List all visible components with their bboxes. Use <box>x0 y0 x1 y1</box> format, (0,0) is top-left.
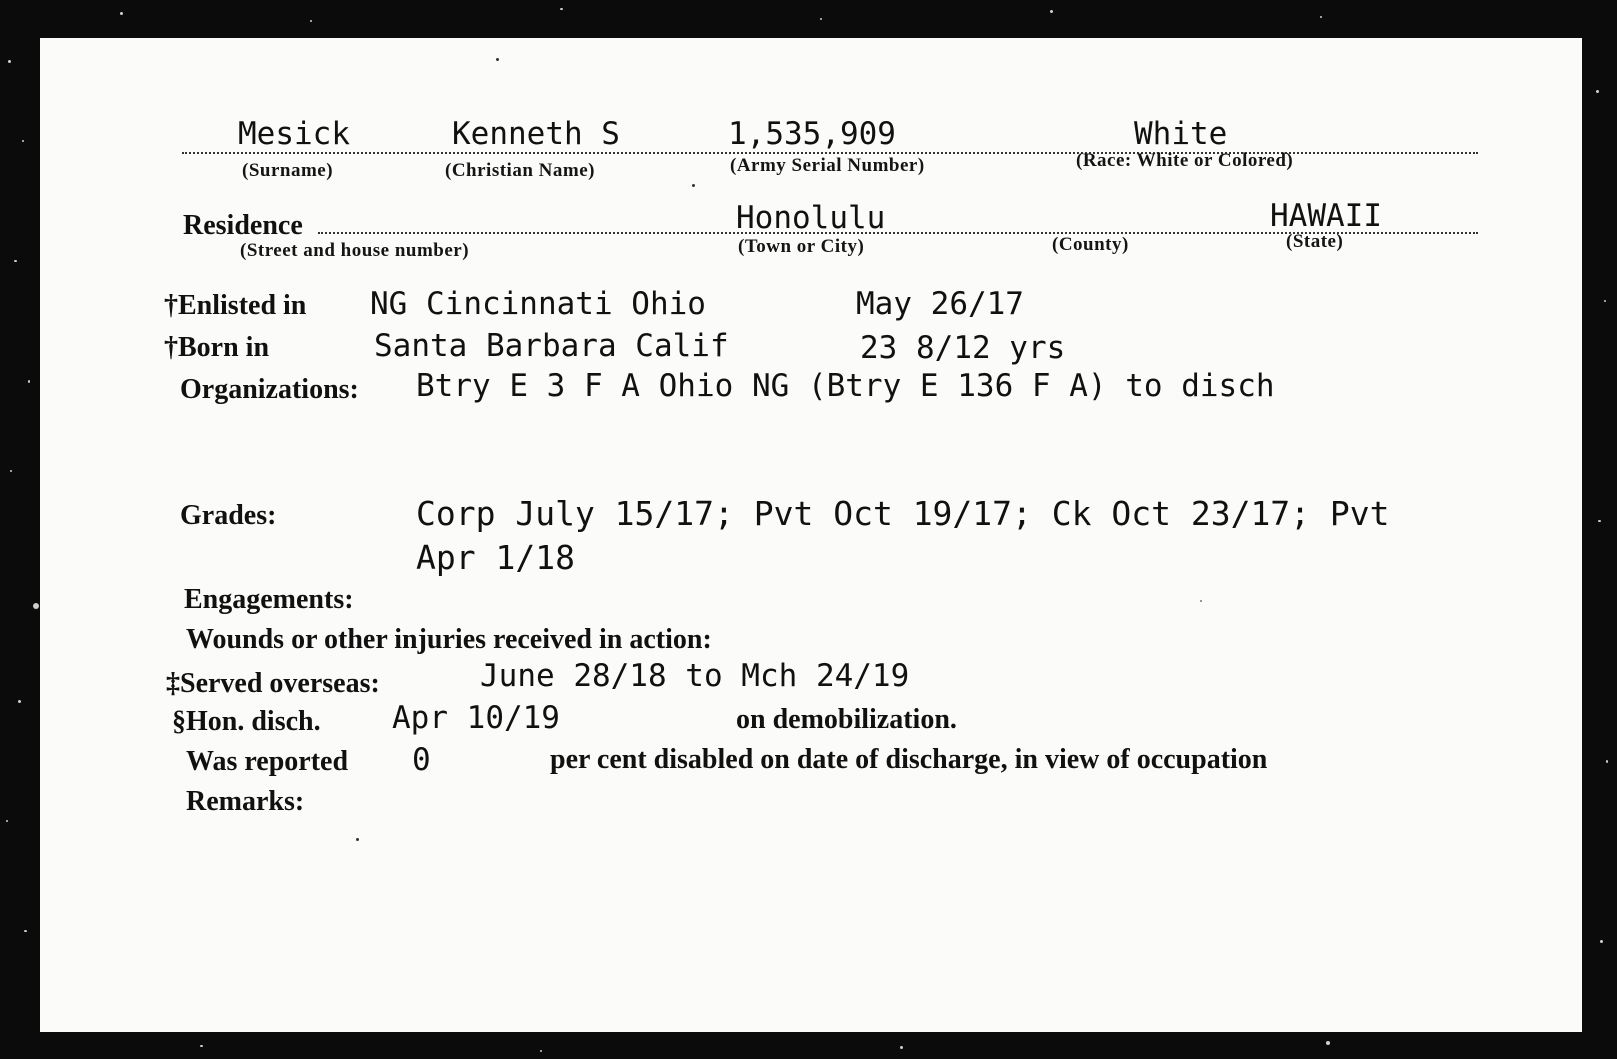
born-place-value: Santa Barbara Calif <box>374 328 729 364</box>
engagements-label: Engagements: <box>184 584 354 615</box>
enlisted-date-value: May 26/17 <box>856 286 1024 322</box>
overseas-value: June 28/18 to Mch 24/19 <box>480 658 910 694</box>
grades-value-line2: Apr 1/18 <box>416 538 575 577</box>
race-caption: (Race: White or Colored) <box>1076 150 1294 171</box>
record-card <box>40 38 1582 1032</box>
town-caption: (Town or City) <box>738 236 865 257</box>
grades-label: Grades: <box>180 500 277 531</box>
ink-dot <box>496 58 499 61</box>
organizations-value: Btry E 3 F A Ohio NG (Btry E 136 F A) to disch <box>416 368 1275 404</box>
street-caption: (Street and house number) <box>240 240 470 261</box>
christian-name-caption: (Christian Name) <box>445 160 595 181</box>
organizations-label: Organizations: <box>180 374 359 405</box>
born-label: †Born in <box>164 332 270 363</box>
discharge-label: §Hon. disch. <box>172 706 321 737</box>
reported-value: 0 <box>412 742 431 778</box>
serial-number-caption: (Army Serial Number) <box>730 155 925 176</box>
ink-dot <box>692 184 695 187</box>
enlisted-label: †Enlisted in <box>164 290 307 321</box>
town-value: Honolulu <box>736 200 886 236</box>
edge-mark <box>1288 0 1292 38</box>
ink-dot <box>356 838 359 841</box>
reported-suffix: per cent disabled on date of discharge, in view of occupation <box>550 744 1268 775</box>
edge-mark <box>1304 0 1307 38</box>
wounds-label: Wounds or other injuries received in action: <box>186 624 712 655</box>
residence-label: Residence <box>183 210 303 241</box>
grades-value-line1: Corp July 15/17; Pvt Oct 19/17; Ck Oct 23/17; Pvt <box>416 494 1390 533</box>
serial-number-value: 1,535,909 <box>728 116 896 152</box>
discharge-reason: on demobilization. <box>736 704 957 735</box>
state-value: HAWAII <box>1270 198 1382 234</box>
surname-value: Mesick <box>238 116 350 152</box>
surname-caption: (Surname) <box>242 160 334 181</box>
ink-dot <box>1200 600 1202 602</box>
christian-name-value: Kenneth S <box>452 116 620 152</box>
remarks-label: Remarks: <box>186 786 305 817</box>
discharge-date-value: Apr 10/19 <box>392 700 560 736</box>
age-value: 23 8/12 yrs <box>860 330 1066 366</box>
county-caption: (County) <box>1052 234 1129 255</box>
reported-label: Was reported <box>186 746 349 777</box>
race-value: White <box>1134 116 1228 152</box>
enlisted-place-value: NG Cincinnati Ohio <box>370 286 706 322</box>
state-caption: (State) <box>1286 231 1344 252</box>
overseas-label: ‡Served overseas: <box>166 668 380 699</box>
